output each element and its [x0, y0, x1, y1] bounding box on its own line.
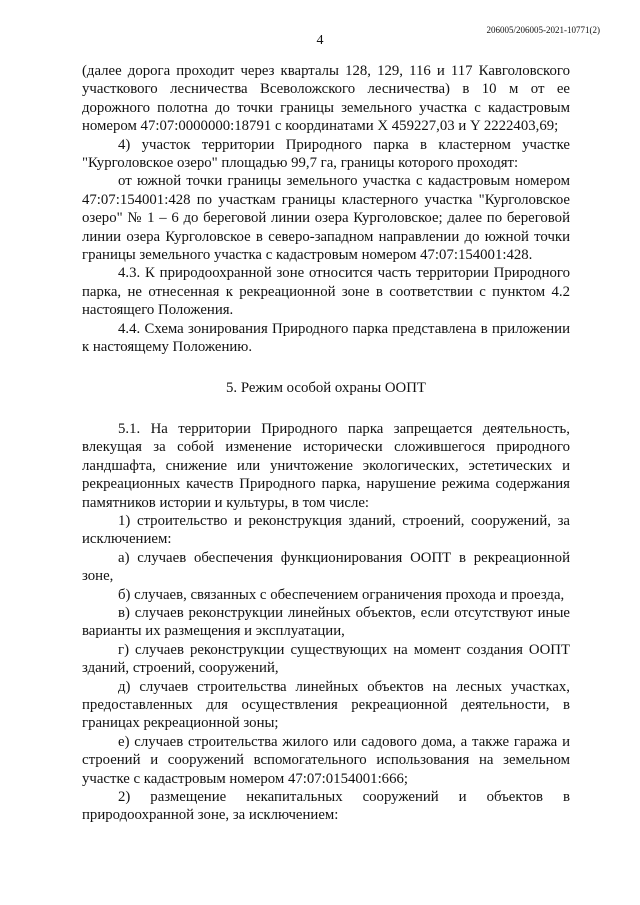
list-item-b: б) случаев, связанных с обеспечением ограничения прохода и проезда,	[118, 586, 565, 603]
list-item-e: е) случаев строительства жилого или садового дома, а также гаража и строений и сооружений вспомогательного использования на земельном участке с кадастровым номером 47:07:0154001:666;	[82, 733, 570, 787]
document-body	[82, 62, 570, 825]
paragraph-4-4: 4.4. Схема зонирования Природного парка представлена в приложении к настоящему Положению.	[82, 320, 570, 356]
paragraph-4-3: 4.3. К природоохранной зоне относится часть территории Природного парка, не отнесенная к рекреационной зоне в соответствии с пунктом 4.2 настоящего Положения.	[82, 265, 570, 319]
list-item-a: а) случаев обеспечения функционирования ООПТ в рекреационной зоне,	[82, 549, 570, 585]
paragraph-item-4: 4) участок территории Природного парка в кластерном участке "Курголовское озеро" площадью 99,7 га, границы которого проходят:	[82, 136, 570, 172]
list-item-d: д) случаев строительства линейных объектов на лесных участках, предоставленных для осуществления рекреационной деятельности, в границах рекреационной зоны;	[82, 678, 570, 732]
paragraph-boundary-description: от южной точки границы земельного участка с кадастровым номером 47:07:154001:428 по участкам границы кластерного участка "Курголовское озеро" № 1 – 6 до береговой линии озера Курголовское; далее по береговой линии озера Курголовское в северо-западном направлении до южной точки границы земельного участка с кадастровым номером 47:07:154001:428.	[82, 173, 570, 264]
list-item-g: г) случаев реконструкции существующих на момент создания ООПТ зданий, строений, сооружений,	[82, 641, 570, 677]
paragraph-5-1: 5.1. На территории Природного парка запрещается деятельность, влекущая за собой изменение исторически сложившегося природного ландшафта, снижение или уничтожение экологических, эстетических и рекреационных качеств Природного парка, нарушение режима содержания памятников истории и культуры, в том числе:	[82, 420, 570, 511]
list-item-2: 2) размещение некапитальных сооружений и объектов в природоохранной зоне, за исключением:	[82, 789, 570, 824]
document-id: 206005/206005-2021-10771(2)	[486, 25, 600, 35]
list-item-1: 1) строительство и реконструкция зданий, строений, сооружений, за исключением:	[82, 512, 570, 548]
section-heading: 5. Режим особой охраны ООПТ	[226, 379, 426, 396]
list-item-v: в) случаев реконструкции линейных объектов, если отсутствуют иные варианты их размещения и эксплуатации,	[82, 604, 570, 640]
page-number: 4	[316, 33, 324, 48]
paragraph-road-continuation: (далее дорога проходит через кварталы 128, 129, 116 и 117 Кавголовского участкового лесничества Всеволожского лесничества) в 10 м от ее дорожного полотна до точки границы земельного участка с кадастровым номером 47:07:0000000:18791 с координатами X 459227,03 и Y 2222403,69;	[82, 63, 570, 135]
